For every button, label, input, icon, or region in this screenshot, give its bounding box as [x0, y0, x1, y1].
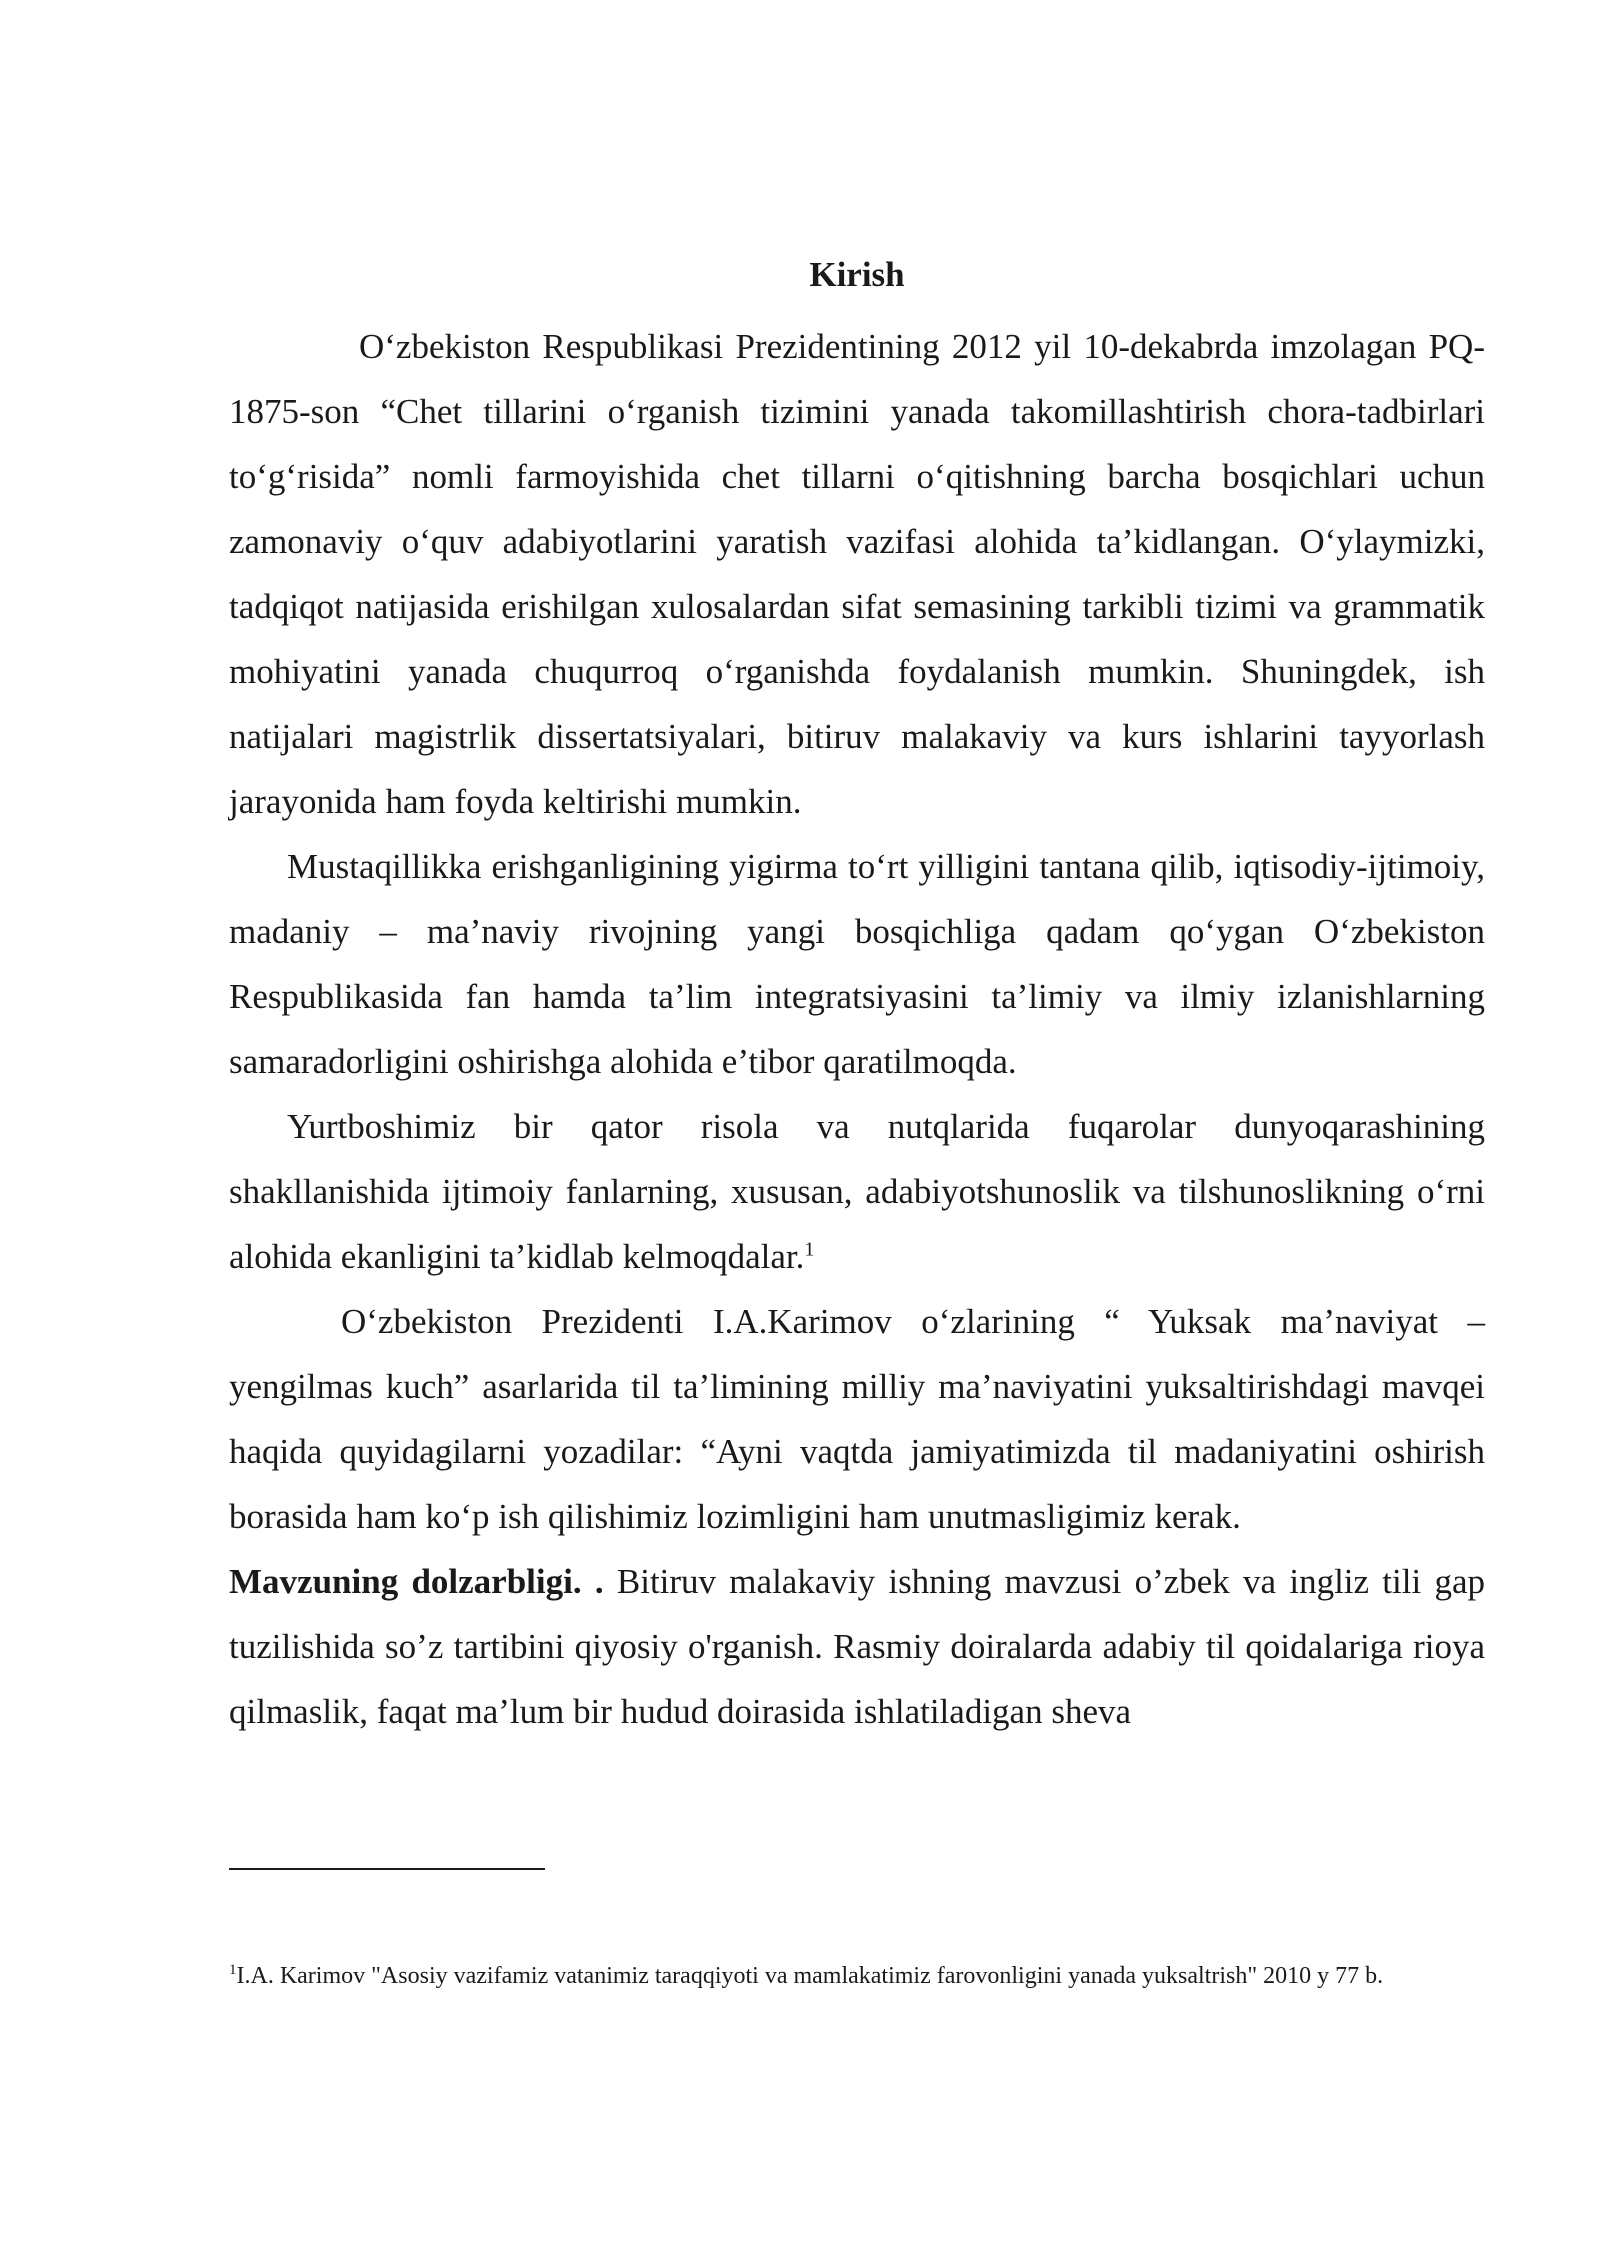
paragraph-3-text: Yurtboshimiz bir qator risola va nutqlarida fuqarolar dunyoqarashining shakllanishida ijtimoiy fanlarning, xususan, adabiyotshunoslik va tilshunoslikning o‘rni alohida ekanligini ta’kidlab kelmoqdalar.: [229, 1107, 1485, 1276]
relevance-heading: Mavzuning dolzarbligi. .: [229, 1562, 604, 1601]
page-title: Kirish: [809, 255, 905, 294]
footnote: [229, 1948, 1485, 2004]
relevance-paragraph: [229, 1549, 1485, 1744]
footnote-marker: 1: [229, 1962, 237, 1978]
paragraph-1: O‘zbekiston Respublikasi Prezidentining 2012 yil 10-dekabrda imzolagan PQ-1875-son “Chet tillarini o‘rganish tizimini yanada takomillashtirish chora-tadbirlari to‘g‘risida” nomli farmoyishida chet tillarni o‘qitishning barcha bosqichlari uchun zamonaviy o‘quv adabiyotlarini yaratish vazifasi alohida ta’kidlangan. O‘ylaymizki, tadqiqot natijasida erishilgan xulosalardan sifat semasining tarkibli tizimi va grammatik mohiyatini yanada chuqurroq o‘rganishda foydalanish mumkin. Shuningdek, ish natijalari magistrlik dissertatsiyalari, bitiruv malakaviy va kurs ishlarini tayyorlash jarayonida ham foyda keltirishi mumkin.: [229, 327, 1485, 821]
footnote-text: I.A. Karimov "Asosiy vazifamiz vatanimiz taraqqiyoti va mamlakatimiz farovonligini yanada yuksaltrish" 2010 y 77 b.: [236, 1963, 1384, 1989]
paragraph-3: [229, 1094, 1485, 1289]
document-body: [229, 250, 1485, 1744]
footnote-reference: 1: [804, 1238, 815, 1261]
footnote-separator: [229, 1868, 545, 1870]
paragraph-2: Mustaqillikka erishganligining yigirma to‘rt yilligini tantana qilib, iqtisodiy-ijtimoiy, madaniy – ma’naviy rivojning yangi bosqichliga qadam qo‘ygan O‘zbekiston Respublikasida fan hamda ta’lim integratsiyasini ta’limiy va ilmiy izlanishlarning samaradorligini oshirishga alohida e’tibor qaratilmoqda.: [229, 847, 1485, 1081]
paragraph-4: O‘zbekiston Prezidenti I.A.Karimov o‘zlarining “ Yuksak ma’naviyat – yengilmas kuch” asarlarida til ta’limining milliy ma’naviyatini yuksaltirishdagi mavqei haqida quyidagilarni yozadilar: “Ayni vaqtda jamiyatimizda til madaniyatini oshirish borasida ham ko‘p ish qilishimiz lozimligini ham unutmasligimiz kerak.: [229, 1302, 1485, 1536]
relevance-text: Bitiruv malakaviy ishning mavzusi o’zbek va ingliz tili gap tuzilishida so’z tartibini qiyosiy o'rganish. Rasmiy doiralarda adabiy til qoidalariga rioya qilmaslik, faqat ma’lum bir hudud doirasida ishlatiladigan sheva: [229, 1562, 1485, 1731]
